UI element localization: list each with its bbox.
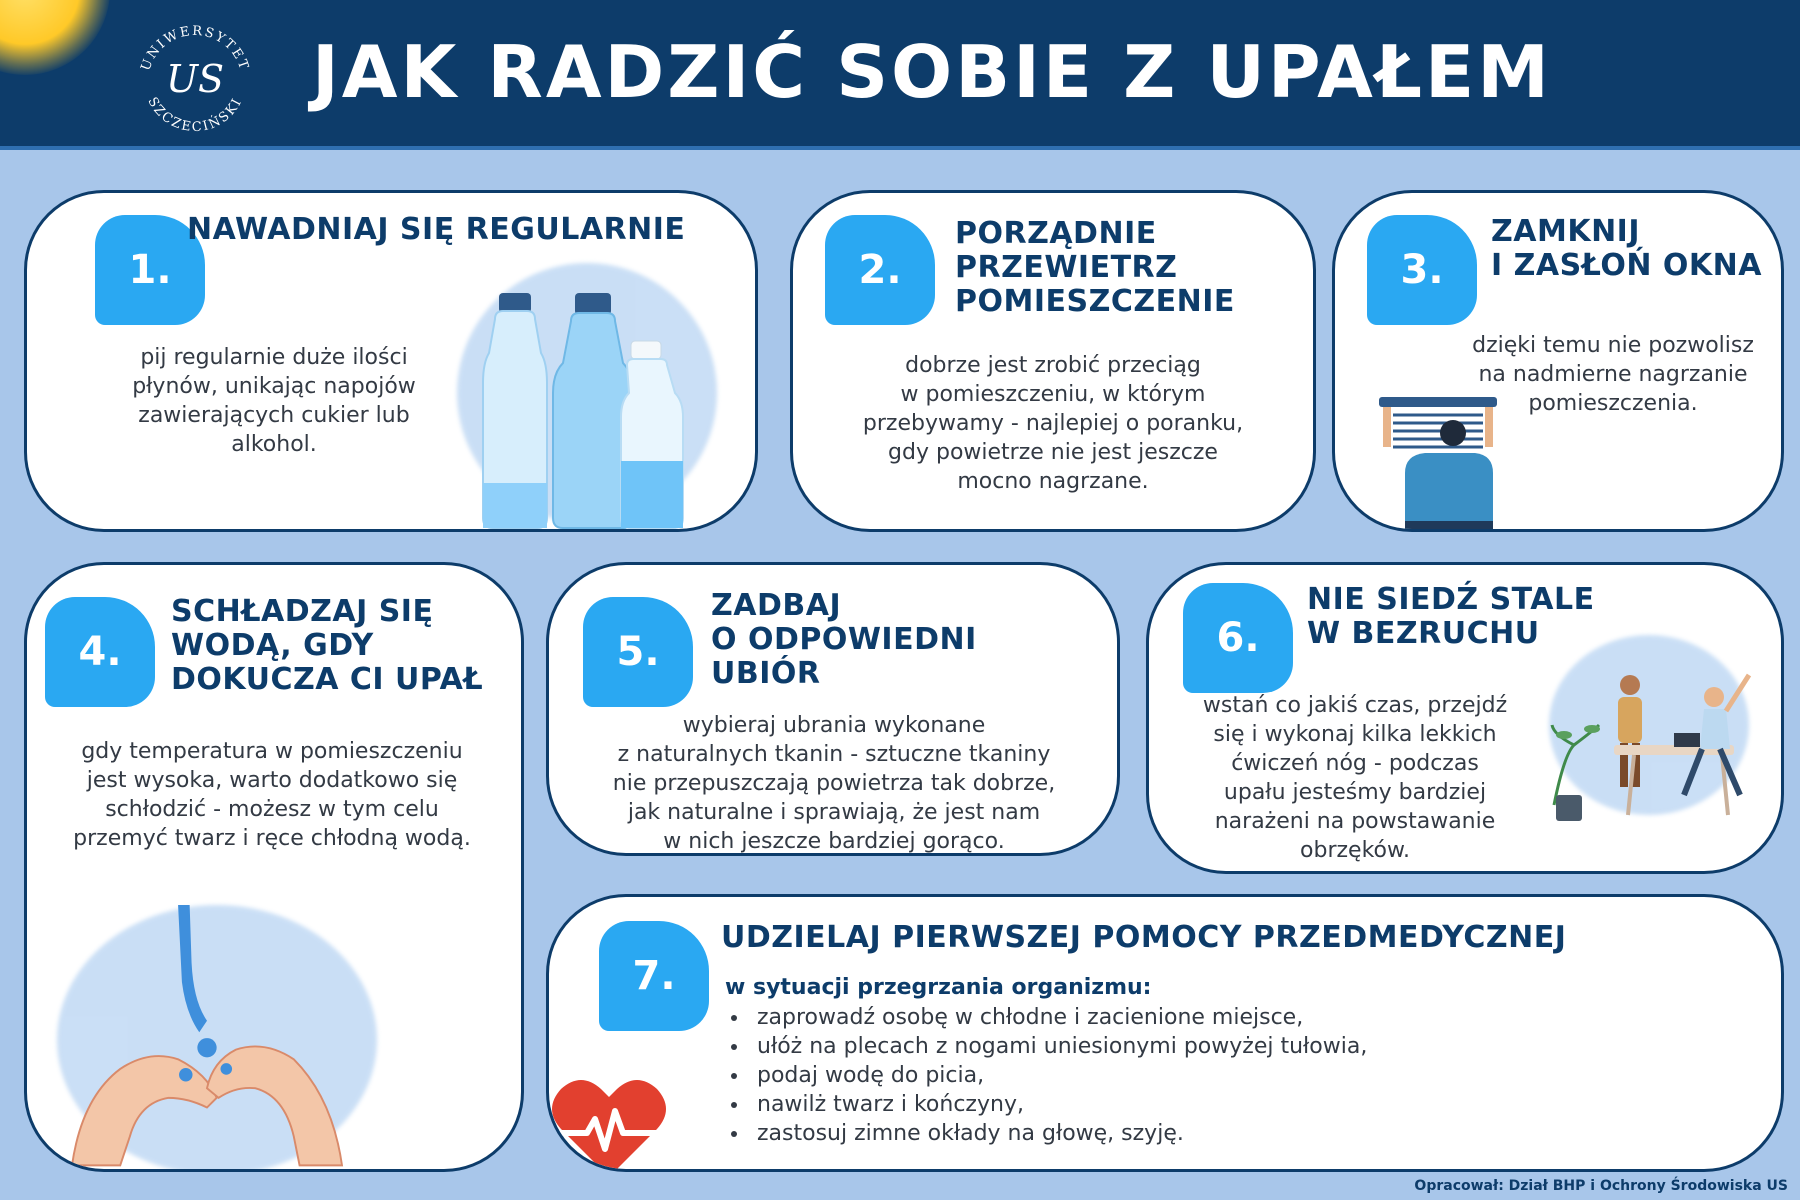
first-aid-list bbox=[725, 1003, 1367, 1148]
svg-text:SZCZECIŃSKI: SZCZECIŃSKI bbox=[144, 94, 246, 136]
university-logo bbox=[130, 10, 260, 140]
card-first-aid bbox=[546, 894, 1784, 1172]
list-item: nawilż twarz i kończyny, bbox=[725, 1090, 1367, 1119]
card-clothing bbox=[546, 562, 1120, 856]
card-text: wstań co jakiś czas, przejdź się i wykonaj kilka lekkich ćwiczeń nóg - podczas upału jesteśmy bardziej narażeni na powstawanie obrzęków. bbox=[1202, 693, 1508, 863]
card-text: pij regularnie duże ilości płynów, unikając napojów zawierających cukier lub alkohol. bbox=[132, 345, 416, 457]
list-item: zaprowadź osobę w chłodne i zacienione miejsce, bbox=[725, 1003, 1367, 1032]
card-text: dobrze jest zrobić przeciąg w pomieszczeniu, w którym przebywamy - najlepiej o poranku, gdy powietrze nie jest jeszcze mocno nagrzane. bbox=[862, 353, 1244, 494]
card-cool-water bbox=[24, 562, 524, 1172]
step-number: 4. bbox=[45, 597, 155, 707]
card-text: gdy temperatura w pomieszczeniu jest wysoka, warto dodatkowo się schłodzić - możesz w tym celu przemyć twarz i ręce chłodną wodą. bbox=[73, 739, 471, 851]
card-title: NAWADNIAJ SIĘ REGULARNIE bbox=[187, 212, 686, 247]
step-number: 3. bbox=[1367, 215, 1477, 325]
card-title: SCHŁADZAJ SIĘ WODĄ, GDY DOKUCZA CI UPAŁ bbox=[171, 594, 484, 697]
card-text: dzięki temu nie pozwolisz na nadmierne nagrzanie pomieszczenia. bbox=[1472, 333, 1754, 416]
card-title: UDZIELAJ PIERWSZEJ POMOCY PRZEDMEDYCZNEJ bbox=[721, 920, 1567, 955]
list-item: ułóż na plecach z nogami uniesionymi powyżej tułowia, bbox=[725, 1032, 1367, 1061]
sun-icon bbox=[0, 0, 110, 75]
svg-text:UNIWERSYTET: UNIWERSYTET bbox=[138, 23, 252, 73]
list-item: zastosuj zimne okłady na głowę, szyję. bbox=[725, 1119, 1367, 1148]
step-number: 6. bbox=[1183, 583, 1293, 693]
card-hydration bbox=[24, 190, 758, 532]
footer-credit: Opracował: Dział BHP i Ochrony Środowiska US bbox=[1414, 1178, 1788, 1194]
hands-water-icon bbox=[57, 905, 357, 1172]
office-exercise-icon bbox=[1544, 645, 1764, 825]
step-number: 2. bbox=[825, 215, 935, 325]
heart-pulse-icon bbox=[549, 1073, 669, 1172]
card-title: ZAMKNIJ I ZASŁOŃ OKNA bbox=[1491, 214, 1763, 283]
svg-text:US: US bbox=[165, 57, 225, 101]
card-title: ZADBAJ O ODPOWIEDNI UBIÓR bbox=[711, 588, 977, 691]
page-title: JAK RADZIĆ SOBIE Z UPAŁEM bbox=[312, 30, 1552, 114]
card-text: wybieraj ubrania wykonane z naturalnych tkanin - sztuczne tkaniny nie przepuszczają powietrza tak dobrze, jak naturalne i sprawiają, że jest nam w nich jeszcze bardziej gorąco. bbox=[612, 713, 1056, 854]
card-movement bbox=[1146, 562, 1784, 874]
card-title: PORZĄDNIE PRZEWIETRZ POMIESZCZENIE bbox=[955, 216, 1235, 319]
card-windows bbox=[1332, 190, 1784, 532]
step-number: 5. bbox=[583, 597, 693, 707]
water-bottles-icon bbox=[477, 293, 707, 532]
card-ventilation bbox=[790, 190, 1316, 532]
step-number: 7. bbox=[599, 921, 709, 1031]
first-aid-subtitle: w sytuacji przegrzania organizmu: bbox=[725, 975, 1152, 1000]
header-bar bbox=[0, 0, 1800, 146]
step-number: 1. bbox=[95, 215, 205, 325]
list-item: podaj wodę do picia, bbox=[725, 1061, 1367, 1090]
card-title: NIE SIEDŹ STALE W BEZRUCHU bbox=[1307, 582, 1595, 651]
